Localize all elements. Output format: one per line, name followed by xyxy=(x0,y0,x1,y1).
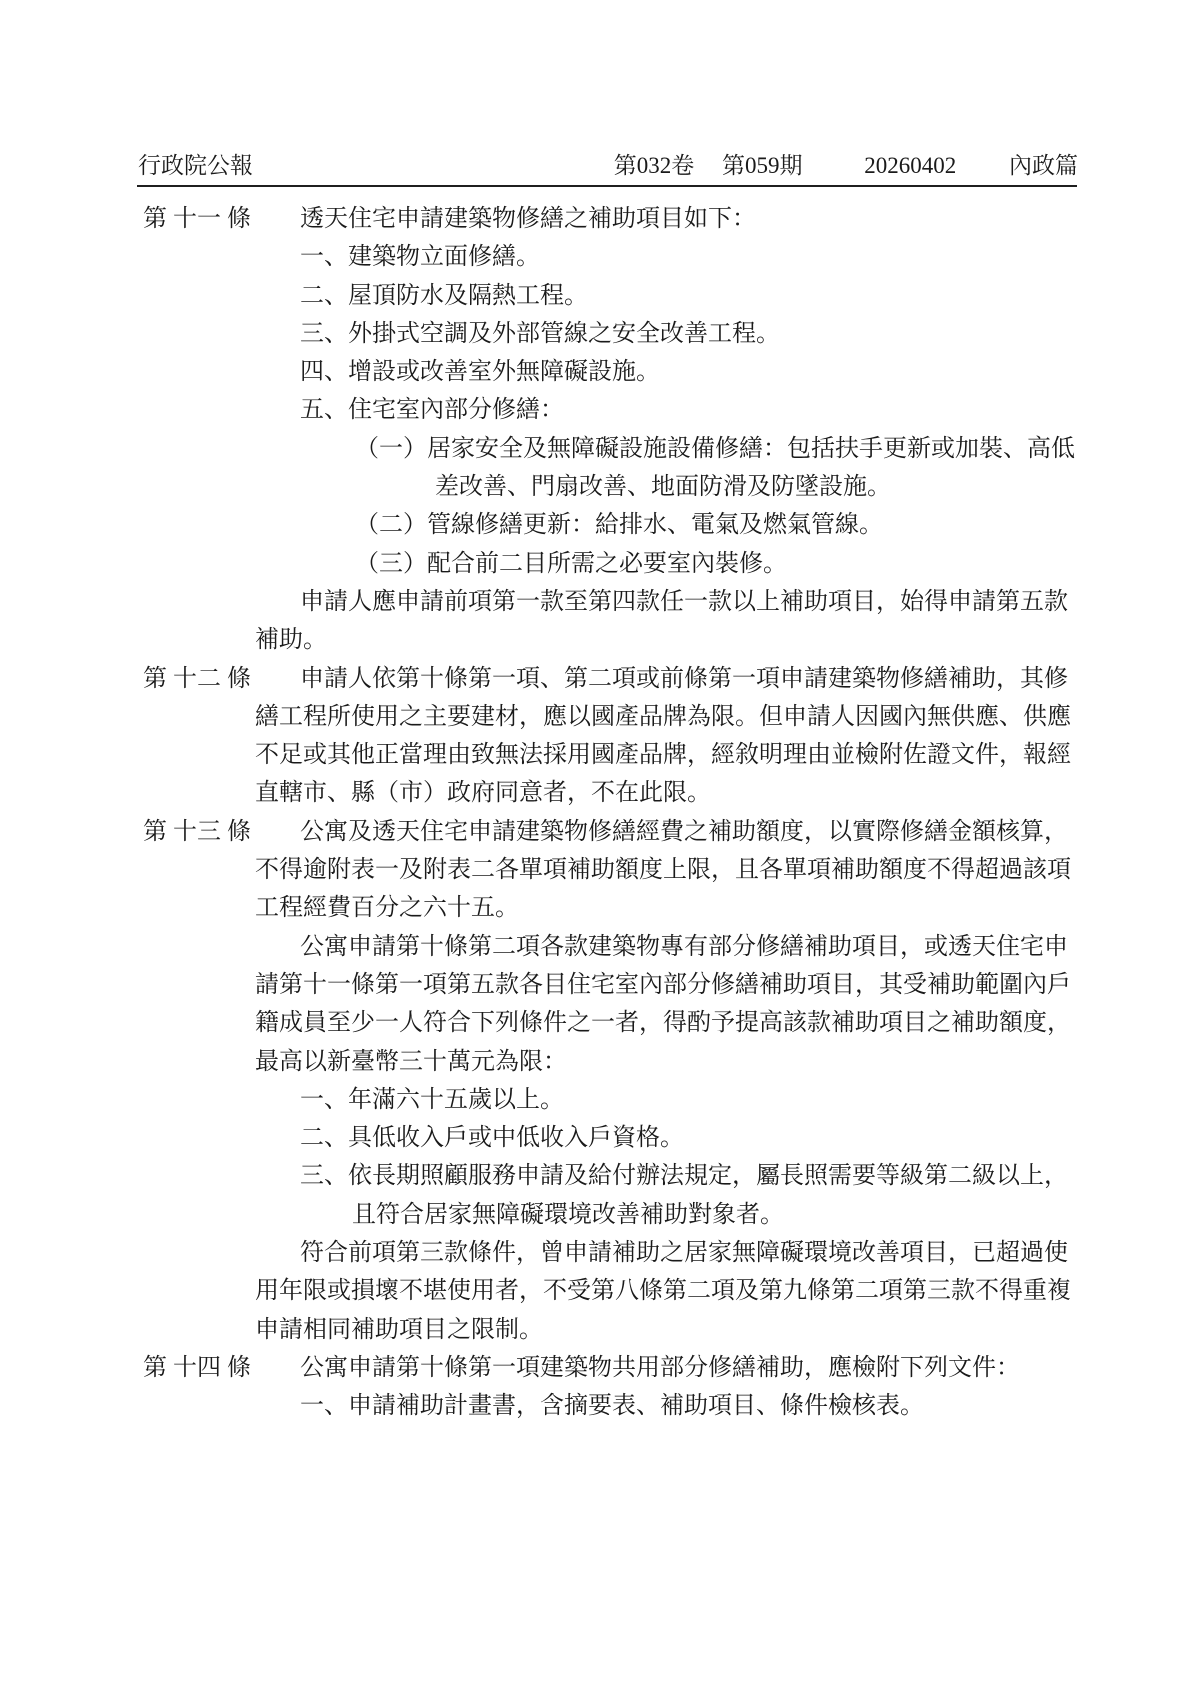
document-body xyxy=(138,200,1098,1426)
line-text: 且符合居家無障礙環境改善補助對象者。 xyxy=(352,1201,784,1228)
article-number: 第 十四 條 xyxy=(143,1354,251,1381)
line-text: 請第十一條第一項第五款各目住宅室內部分修繕補助項目，其受補助範圍內戶 xyxy=(255,971,1071,998)
document-line xyxy=(138,774,1098,812)
document-line xyxy=(138,1311,1098,1349)
document-line xyxy=(138,506,1098,544)
line-text: 四、增設或改善室外無障礙設施。 xyxy=(300,359,660,386)
line-text: 用年限或損壞不堪使用者，不受第八條第二項及第九條第二項第三款不得重複 xyxy=(255,1278,1071,1305)
line-text: 五、住宅室內部分修繕： xyxy=(300,397,564,424)
article-number: 第 十三 條 xyxy=(143,818,251,845)
document-line xyxy=(138,928,1098,966)
document-line xyxy=(138,966,1098,1004)
header-issue-info xyxy=(614,150,1078,182)
document-line xyxy=(138,238,1098,276)
document-line xyxy=(138,545,1098,583)
document-line xyxy=(138,621,1098,659)
document-line xyxy=(138,1272,1098,1310)
document-line xyxy=(138,353,1098,391)
document-line xyxy=(138,1119,1098,1157)
line-text: 三、外掛式空調及外部管線之安全改善工程。 xyxy=(300,320,780,347)
line-text: 繕工程所使用之主要建材，應以國產品牌為限。但申請人因國內無供應、供應 xyxy=(255,703,1071,730)
line-text: 一、申請補助計畫書，含摘要表、補助項目、條件檢核表。 xyxy=(300,1393,924,1420)
article-number: 第 十二 條 xyxy=(143,665,251,692)
document-line xyxy=(138,736,1098,774)
line-text: 工程經費百分之六十五。 xyxy=(255,895,519,922)
document-line xyxy=(138,277,1098,315)
document-line xyxy=(138,698,1098,736)
line-text: 符合前項第三款條件，曾申請補助之居家無障礙環境改善項目，已超過使 xyxy=(300,1240,1068,1267)
line-text: 籍成員至少一人符合下列條件之一者，得酌予提高該款補助項目之補助額度， xyxy=(255,1010,1071,1037)
document-line xyxy=(138,1234,1098,1272)
line-text: 一、年滿六十五歲以上。 xyxy=(300,1086,564,1113)
line-text: （三）配合前二目所需之必要室內裝修。 xyxy=(355,550,787,577)
line-text: 一、建築物立面修繕。 xyxy=(300,244,540,271)
line-text: 二、具低收入戶或中低收入戶資格。 xyxy=(300,1125,684,1152)
line-text: （二）管線修繕更新：給排水、電氣及燃氣管線。 xyxy=(355,512,883,539)
document-line xyxy=(138,1081,1098,1119)
line-text: 公寓申請第十條第二項各款建築物專有部分修繕補助項目，或透天住宅申 xyxy=(300,933,1068,960)
header-divider xyxy=(137,185,1077,187)
document-line xyxy=(138,851,1098,889)
line-text: 二、屋頂防水及隔熱工程。 xyxy=(300,282,588,309)
article-line xyxy=(138,1349,1098,1387)
line-text: 申請人依第十條第一項、第二項或前條第一項申請建築物修繕補助，其修 xyxy=(300,665,1068,692)
document-line xyxy=(138,583,1098,621)
line-text: 不足或其他正當理由致無法採用國產品牌，經敘明理由並檢附佐證文件，報經 xyxy=(255,742,1071,769)
line-text: 補助。 xyxy=(255,627,327,654)
line-text: 申請相同補助項目之限制。 xyxy=(255,1316,543,1343)
publication-title: 行政院公報 xyxy=(138,153,253,178)
document-line xyxy=(138,391,1098,429)
article-line xyxy=(138,813,1098,851)
page-header xyxy=(138,150,1078,182)
document-line xyxy=(138,430,1098,468)
document-line xyxy=(138,1004,1098,1042)
line-text: 三、依長期照顧服務申請及給付辦法規定，屬長照需要等級第二級以上， xyxy=(300,1163,1068,1190)
line-text: 不得逾附表一及附表二各單項補助額度上限，且各單項補助額度不得超過該項 xyxy=(255,857,1071,884)
document-line xyxy=(138,468,1098,506)
line-text: 申請人應申請前項第一款至第四款任一款以上補助項目，始得申請第五款 xyxy=(300,588,1068,615)
document-line xyxy=(138,315,1098,353)
article-line xyxy=(138,660,1098,698)
document-line xyxy=(138,1387,1098,1425)
line-text: 最高以新臺幣三十萬元為限： xyxy=(255,1048,567,1075)
line-text: 公寓申請第十條第一項建築物共用部分修繕補助，應檢附下列文件： xyxy=(300,1354,1020,1381)
volume-label: 第032卷 xyxy=(613,153,695,178)
document-line xyxy=(138,1043,1098,1081)
document-line xyxy=(138,1157,1098,1195)
line-text: （一）居家安全及無障礙設施設備修繕：包括扶手更新或加裝、高低 xyxy=(355,435,1075,462)
document-line xyxy=(138,1196,1098,1234)
document-line xyxy=(138,889,1098,927)
line-text: 直轄市、縣（市）政府同意者，不在此限。 xyxy=(255,780,711,807)
date-label: 20260402 xyxy=(864,153,957,178)
issue-label: 第059期 xyxy=(722,153,803,178)
article-number: 第 十一 條 xyxy=(143,206,251,232)
line-text: 差改善、門扇改善、地面防滑及防墜設施。 xyxy=(435,474,891,501)
line-text: 透天住宅申請建築物修繕之補助項目如下： xyxy=(300,206,756,232)
line-text: 公寓及透天住宅申請建築物修繕經費之補助額度，以實際修繕金額核算， xyxy=(300,818,1068,845)
article-line xyxy=(138,200,1098,238)
section-label: 內政篇 xyxy=(1009,153,1078,178)
